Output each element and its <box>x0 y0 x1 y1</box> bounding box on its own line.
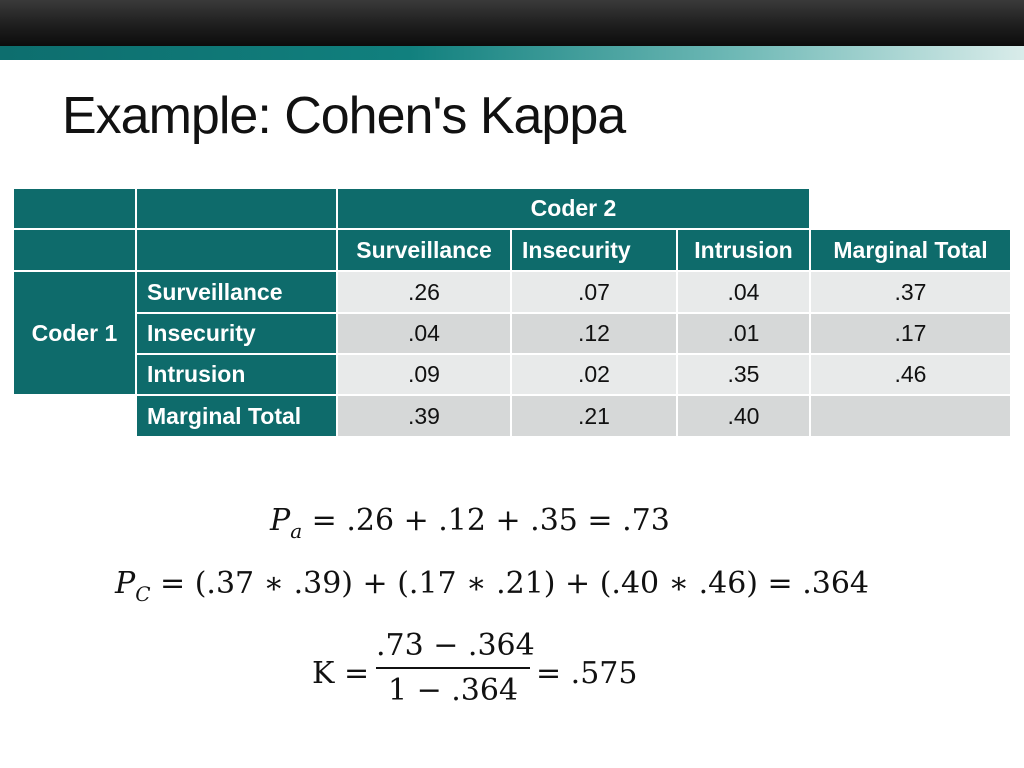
corner-cell <box>136 188 337 229</box>
column-header-intrusion: Intrusion <box>677 229 810 271</box>
corner-cell <box>13 188 136 229</box>
row-label-intrusion: Intrusion <box>136 354 337 395</box>
formula-pa-var: P <box>270 503 291 538</box>
coder2-header: Coder 2 <box>337 188 810 229</box>
table-cell: .12 <box>511 313 677 354</box>
formula-kappa-lhs: K = <box>312 656 370 691</box>
table-cell: .37 <box>810 271 1011 313</box>
table-cell: .17 <box>810 313 1011 354</box>
table-cell: .26 <box>337 271 511 313</box>
formula-pc <box>115 566 869 606</box>
table-cell: .04 <box>677 271 810 313</box>
corner-cell <box>13 229 136 271</box>
column-header-marginal-total: Marginal Total <box>810 229 1011 271</box>
table-cell: .46 <box>810 354 1011 395</box>
top-bar <box>0 0 1024 46</box>
table-cell <box>810 395 1011 437</box>
table-cell: .35 <box>677 354 810 395</box>
table-cell: .07 <box>511 271 677 313</box>
row-label-insecurity: Insecurity <box>136 313 337 354</box>
row-label-surveillance: Surveillance <box>136 271 337 313</box>
table-cell: .40 <box>677 395 810 437</box>
formula-pa <box>270 503 670 543</box>
formula-pa-sub: a <box>290 519 303 543</box>
table-cell: .02 <box>511 354 677 395</box>
corner-cell <box>136 229 337 271</box>
formula-pc-sub: C <box>135 582 151 606</box>
row-label-marginal-total: Marginal Total <box>136 395 337 437</box>
table-cell: .01 <box>677 313 810 354</box>
accent-stripe <box>0 46 1024 60</box>
table-cell: .04 <box>337 313 511 354</box>
formula-pc-rhs: = (.37 ∗ .39) + (.17 ∗ .21) + (.40 ∗ .46) = .364 <box>160 566 870 601</box>
formula-pa-rhs: = .26 + .12 + .35 = .73 <box>311 503 670 538</box>
formula-kappa-denominator: 1 − .364 <box>387 673 519 708</box>
formula-kappa-fraction <box>376 628 535 708</box>
table-cell: .39 <box>337 395 511 437</box>
slide-title: Example: Cohen's Kappa <box>62 87 626 145</box>
table-cell: .09 <box>337 354 511 395</box>
coder1-header: Coder 1 <box>13 271 136 395</box>
formula-pc-var: P <box>115 566 136 601</box>
table-cell: .21 <box>511 395 677 437</box>
column-header-surveillance: Surveillance <box>337 229 511 271</box>
column-header-insecurity: Insecurity <box>511 229 677 271</box>
formula-kappa-numerator: .73 − .364 <box>376 628 535 663</box>
formula-kappa-rhs: = .575 <box>536 656 638 691</box>
